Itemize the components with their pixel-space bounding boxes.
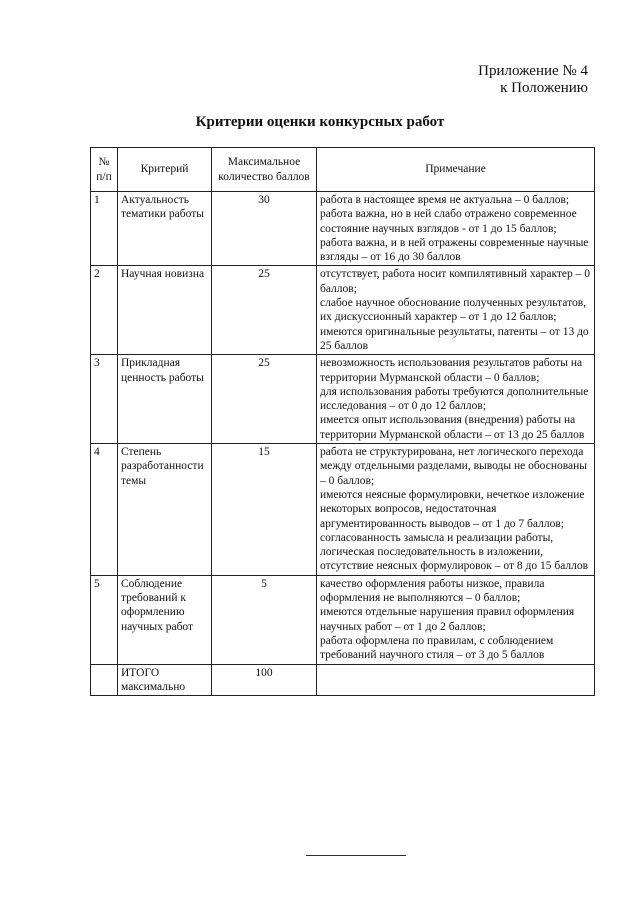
total-row — [91, 664, 595, 696]
row-note — [317, 192, 595, 266]
header-note: Примечание — [317, 148, 595, 192]
note-line: работа в настоящее время не актуальна – 0 баллов; — [320, 194, 570, 206]
attachment-line-1: Приложение № 4 — [478, 63, 588, 79]
note-line: отсутствует, работа носит компилятивный характер – 0 баллов; — [320, 268, 591, 295]
row-note — [317, 444, 595, 576]
criteria-table — [90, 147, 595, 696]
row-num: 3 — [91, 355, 118, 444]
row-note — [317, 355, 595, 444]
row-max-score: 25 — [212, 266, 317, 355]
row-max-score: 25 — [212, 355, 317, 444]
note-line: имеются оригинальные результаты, патенты – от 13 до 25 баллов — [320, 325, 589, 352]
row-criterion: Научная новизна — [118, 266, 212, 355]
table-row — [91, 192, 595, 266]
total-label: ИТОГО максимально — [118, 664, 212, 696]
row-num: 2 — [91, 266, 118, 355]
note-line: работа оформлена по правилам, с соблюдением требований научного стиля – от 3 до 5 баллов — [320, 634, 554, 662]
note-line: работа важна, но в ней слабо отражено современное состояние научных взглядов - от 1 до 15 баллов; — [320, 208, 577, 235]
row-criterion: Прикладная ценность работы — [118, 355, 212, 444]
header-max-score: Максимальное количество баллов — [212, 148, 317, 192]
row-criterion: Соблюдение требований к оформлению научных работ — [118, 575, 212, 664]
row-num: 4 — [91, 444, 118, 576]
table-row — [91, 355, 595, 444]
attachment-header — [478, 63, 588, 97]
note-line: слабое научное обоснование полученных результатов, их дискуссионный характер – от 1 до 12 баллов; — [320, 297, 586, 324]
note-line: качество оформления работы низкое, правила оформления не выполняются – 0 баллов; — [320, 577, 545, 605]
note-line: согласованность замысла и реализации работы, логическая последовательность в изложении, отсутствие неясных формулировок – от 8 до 15 баллов — [320, 531, 589, 573]
total-note-empty — [317, 664, 595, 696]
note-line: работа важна, и в ней отражены современные научные взгляды – от 16 до 30 баллов — [320, 236, 589, 264]
note-line: для использования работы требуются дополнительные исследования – от 0 до 12 баллов; — [320, 385, 589, 413]
table-row — [91, 266, 595, 355]
header-criterion: Критерий — [118, 148, 212, 192]
row-criterion: Актуальность тематики работы — [118, 192, 212, 266]
note-line: имеется опыт использования (внедрения) работы на территории Мурманской области – от 13 до 25 баллов — [320, 414, 585, 441]
attachment-line-2: к Положению — [500, 80, 588, 96]
row-criterion: Степень разработанности темы — [118, 444, 212, 576]
row-note — [317, 575, 595, 664]
row-note — [317, 266, 595, 355]
table-header-row — [91, 148, 595, 192]
note-line: имеются неясные формулировки, нечеткое изложение некоторых вопросов, недостаточная аргументированность выводов – от 1 до 7 баллов; — [320, 488, 585, 530]
row-max-score: 15 — [212, 444, 317, 576]
total-num-empty — [91, 664, 118, 696]
header-num: № п/п — [91, 148, 118, 192]
document-title: Критерии оценки конкурсных работ — [195, 114, 445, 130]
row-num: 5 — [91, 575, 118, 664]
row-num: 1 — [91, 192, 118, 266]
note-line: невозможность использования результатов работы на территории Мурманской области – 0 баллов; — [320, 357, 583, 384]
row-max-score: 5 — [212, 575, 317, 664]
total-max-score: 100 — [212, 664, 317, 696]
table-row — [91, 575, 595, 664]
note-line: работа не структурирована, нет логического перехода между отдельными разделами, выводы не обоснованы – 0 баллов; — [320, 446, 587, 487]
footer-divider — [306, 855, 406, 856]
row-max-score: 30 — [212, 192, 317, 266]
note-line: имеются отдельные нарушения правил оформления научных работ – от 1 до 2 баллов; — [320, 606, 575, 633]
table-row — [91, 444, 595, 576]
